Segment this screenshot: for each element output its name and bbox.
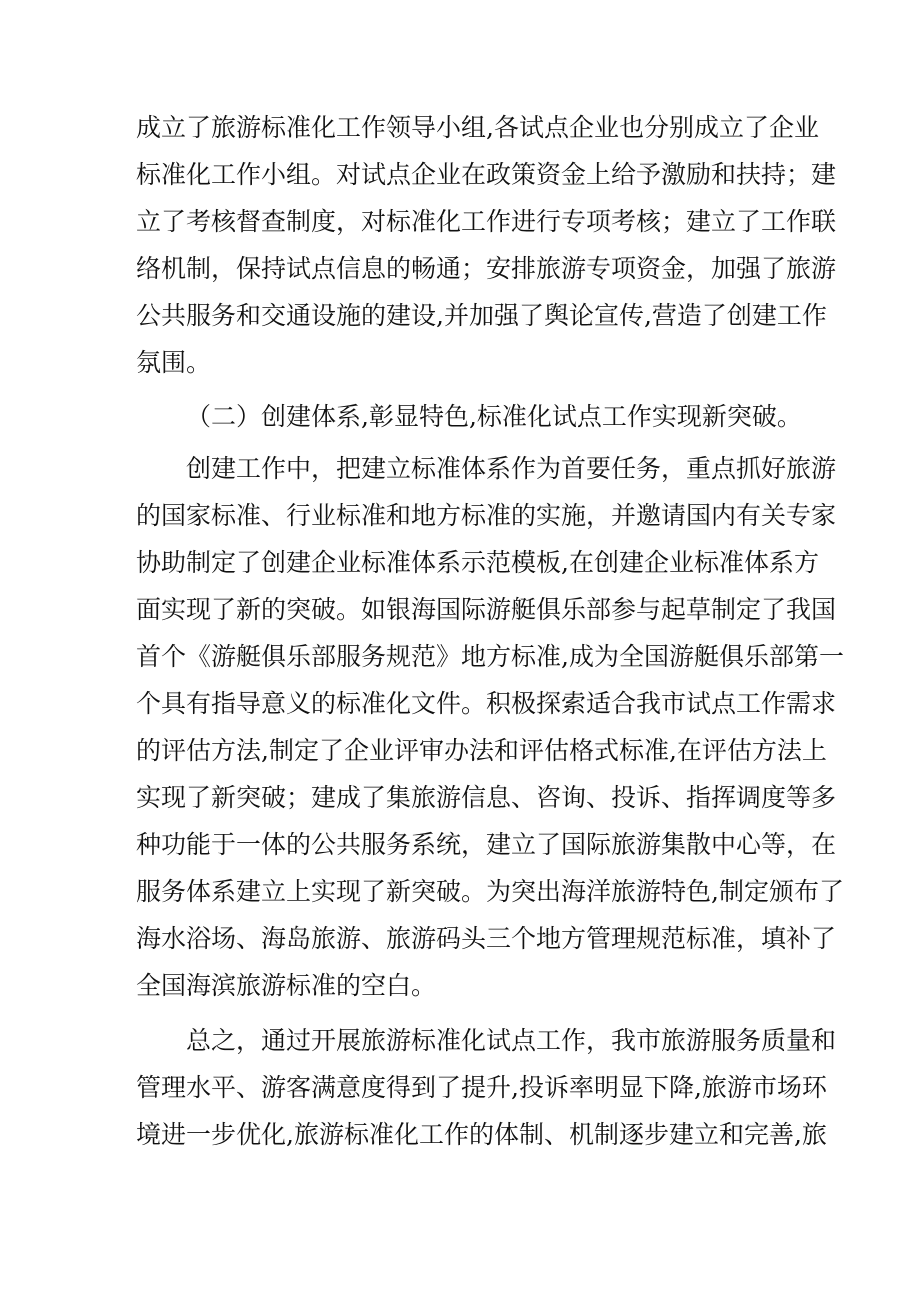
- paragraph-2-line-10: 服务体系建立上实现了新突破。为突出海洋旅游特色,制定颁布了: [136, 877, 844, 906]
- paragraph-2-line-11: 海水浴场、海岛旅游、旅游码头三个地方管理规范标准，填补了: [136, 924, 837, 953]
- paragraph-3-line-3: 境进一步优化,旅游标准化工作的体制、机制逐步建立和完善,旅: [136, 1120, 827, 1149]
- paragraph-2-line-9: 种功能于一体的公共服务系统，建立了国际旅游集散中心等，在: [136, 830, 837, 859]
- paragraph-2-line-6: 个具有指导意义的标准化文件。积极探索适合我市试点工作需求: [136, 689, 837, 718]
- paragraph-1-line-1: 成立了旅游标准化工作领导小组,各试点企业也分别成立了企业: [136, 113, 819, 142]
- paragraph-1-line-6: 氛围。: [136, 348, 212, 377]
- paragraph-1-line-3: 立了考核督查制度，对标准化工作进行专项考核；建立了工作联: [136, 207, 837, 236]
- paragraph-2-line-3: 协助制定了创建企业标准体系示范模板,在创建企业标准体系方: [136, 548, 819, 577]
- paragraph-3-line-2: 管理水平、游客满意度得到了提升,投诉率明显下降,旅游市场环: [136, 1073, 827, 1102]
- paragraph-1-line-2: 标准化工作小组。对试点企业在政策资金上给予激励和扶持；建: [136, 160, 837, 189]
- paragraph-2-line-4: 面实现了新的突破。如银海国际游艇俱乐部参与起草制定了我国: [136, 595, 837, 624]
- paragraph-1-line-5: 公共服务和交通设施的建设,并加强了舆论宣传,营造了创建工作: [136, 301, 827, 330]
- paragraph-3-line-1: 总之，通过开展旅游标准化试点工作，我市旅游服务质量和: [186, 1026, 837, 1055]
- paragraph-2-line-8: 实现了新突破；建成了集旅游信息、咨询、投诉、指挥调度等多: [136, 783, 837, 812]
- section-heading: （二）创建体系,彰显特色,标准化试点工作实现新突破。: [186, 402, 802, 431]
- paragraph-2-line-2: 的国家标准、行业标准和地方标准的实施，并邀请国内有关专家: [136, 501, 837, 530]
- paragraph-2-line-5: 首个《游艇俱乐部服务规范》地方标准,成为全国游艇俱乐部第一: [136, 642, 844, 671]
- paragraph-2-line-1: 创建工作中，把建立标准体系作为首要任务，重点抓好旅游: [186, 454, 837, 483]
- paragraph-2-line-12: 全国海滨旅游标准的空白。: [136, 971, 437, 1000]
- paragraph-1-line-4: 络机制，保持试点信息的畅通；安排旅游专项资金，加强了旅游: [136, 254, 837, 283]
- paragraph-2-line-7: 的评估方法,制定了企业评审办法和评估格式标准,在评估方法上: [136, 736, 827, 765]
